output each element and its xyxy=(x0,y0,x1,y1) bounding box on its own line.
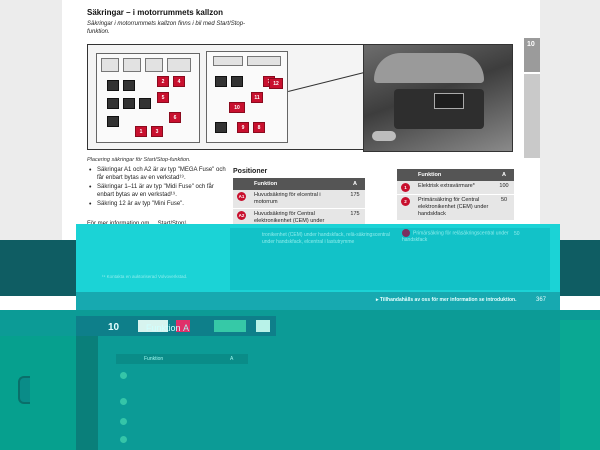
table-cell-function: Huvudsäkring för Central elektronikenhet (CEM) under xyxy=(250,209,345,235)
page-margin-left xyxy=(0,0,62,240)
table-header-row xyxy=(233,178,365,190)
ghost-text-right: Primärsäkring för reläsäkringscentral under handskfack xyxy=(402,230,509,243)
fuse-label: 5 xyxy=(161,95,165,101)
car-fusebox xyxy=(434,93,464,109)
fuse-label: 4 xyxy=(177,79,181,85)
ghost-dot xyxy=(120,372,127,379)
connector xyxy=(213,56,243,66)
table-cell-amp: 100 xyxy=(494,181,514,195)
fuse-diagram xyxy=(87,44,373,150)
connector xyxy=(167,58,191,72)
table-header-amp: A xyxy=(345,178,365,190)
table-header-function: Funktion xyxy=(250,178,345,190)
leader-line xyxy=(288,72,366,92)
chapter-number: 10 xyxy=(527,41,535,48)
fuse-10 xyxy=(229,102,245,113)
fuse-block xyxy=(107,98,119,109)
ghost-row-3 xyxy=(402,229,512,244)
fuse-2 xyxy=(157,76,169,87)
table-cell-function: Primärsäkring för Central elektronikenhet (CEM) under handskfack xyxy=(414,195,494,221)
fuse-label: 2 xyxy=(161,79,165,85)
ghost-row xyxy=(120,372,133,379)
table-header-row xyxy=(397,169,514,181)
fuse-block xyxy=(139,98,151,109)
fuse-block xyxy=(123,80,135,91)
ghost-row xyxy=(120,418,133,425)
page-number: 367 xyxy=(536,297,547,303)
fuse-block xyxy=(231,76,243,87)
glitch-block-left xyxy=(0,336,76,450)
fuse-label: 12 xyxy=(273,81,279,87)
fuse-block xyxy=(107,116,119,127)
connector xyxy=(247,56,281,66)
footer-note[interactable]: ▸ Tillhandahålls av oss för mer information se introduktion. xyxy=(376,297,517,303)
fuse-label: 8 xyxy=(257,125,261,131)
fuse-4 xyxy=(173,76,185,87)
ghost-row xyxy=(120,436,133,443)
table-header-amp: A xyxy=(494,169,514,181)
table-cell-id xyxy=(233,190,250,209)
fuse-block xyxy=(107,80,119,91)
ghost-head-amp: A xyxy=(230,356,234,362)
table-cell-amp: 175 xyxy=(345,209,365,235)
glitch-block-right xyxy=(560,320,600,450)
fuse-label: 11 xyxy=(254,95,260,101)
chapter-tab-edge xyxy=(524,74,540,158)
fusebox-left xyxy=(96,53,200,143)
car-hood xyxy=(374,53,484,83)
fuse-12 xyxy=(269,78,283,89)
table-row xyxy=(233,190,365,209)
fusebox-right xyxy=(206,51,288,143)
table-header-id xyxy=(233,178,250,190)
fuse-label: 10 xyxy=(234,105,240,111)
fuse-label: 1 xyxy=(139,129,143,135)
table-header-function: Funktion xyxy=(414,169,494,181)
position-badge: A1 xyxy=(238,194,245,199)
ghost-row xyxy=(120,398,133,405)
bullet-list xyxy=(87,167,227,211)
ghost-badge xyxy=(402,229,410,237)
ghost-dot xyxy=(120,436,127,443)
functions-table xyxy=(397,169,514,221)
fuse-6 xyxy=(169,112,181,123)
table-cell-function: Huvudsäkring för elcentral i motorrum xyxy=(250,190,345,209)
table-row xyxy=(397,181,514,195)
car-headlight xyxy=(372,131,396,141)
page-subtitle: Säkringar i motorrummets kallzon finns i bil med Start/Stop-funktion. xyxy=(87,21,246,35)
ghost-amp-label: A xyxy=(183,323,190,333)
ghost-text-left: tronikenhet (CEM) under handskfack, relä-säkringscentral under handskfack, elcentral i lastutrymme xyxy=(262,232,390,245)
position-badge: A2 xyxy=(238,213,245,218)
ghost-function-label: Funktion xyxy=(146,323,181,333)
fuse-9 xyxy=(237,122,249,133)
glitch-chip xyxy=(256,320,270,332)
table-header-id xyxy=(397,169,414,181)
fuse-8 xyxy=(253,122,265,133)
fuse-block xyxy=(215,122,227,133)
ghost-chapter: 10 xyxy=(108,322,120,333)
table-row xyxy=(397,195,514,221)
fuse-5 xyxy=(157,92,169,103)
table-cell-id xyxy=(397,181,414,195)
bullet-item: • Säkringar A1 och A2 är av typ "MEGA Fuse" och får enbart bytas av en verkstad¹⁹. xyxy=(87,167,227,182)
table-cell-function: Elektrisk extravärmare* xyxy=(414,181,494,195)
ghost-dot xyxy=(120,418,127,425)
page-margin-right xyxy=(540,0,600,240)
fuse-label: 3 xyxy=(155,129,159,135)
bullet-item: • Säkring 12 är av typ "Mini Fuse". xyxy=(87,201,227,209)
chapter-tab[interactable] xyxy=(524,38,540,72)
ghost-bracket-shape xyxy=(18,376,30,404)
table-cell-amp: 50 xyxy=(494,195,514,221)
figure-caption: Placering säkringar för Start/Stop-funktion. xyxy=(87,157,191,163)
engine-bay-photo xyxy=(363,44,513,152)
fuse-3 xyxy=(151,126,163,137)
table-cell-id xyxy=(397,195,414,221)
connector xyxy=(101,58,119,72)
fuse-11 xyxy=(251,92,263,103)
fuse-block xyxy=(215,76,227,87)
bullet-item: • Säkringar 1–11 är av typ "Midi Fuse" och får enbart bytas av en verkstad¹⁹. xyxy=(87,184,227,199)
fine-print: ¹⁹ Kontakta en auktoriserad Volvoverkstad. xyxy=(102,274,188,279)
connector xyxy=(123,58,141,72)
ghost-table-header xyxy=(116,354,248,364)
fuse-label: 9 xyxy=(241,125,245,131)
page-title: Säkringar – i motorrummets kallzon xyxy=(87,8,224,17)
connector xyxy=(145,58,163,72)
table-cell-amp: 175 xyxy=(345,190,365,209)
fuse-1 xyxy=(135,126,147,137)
position-badge: 2 xyxy=(401,197,410,206)
glitch-plate xyxy=(76,336,98,450)
fuse-label: 6 xyxy=(173,115,177,121)
position-badge: 1 xyxy=(401,183,410,192)
fuse-block xyxy=(123,98,135,109)
ghost-amp: 50 xyxy=(514,231,520,237)
ghost-dot xyxy=(120,398,127,405)
positions-heading: Positioner xyxy=(233,168,268,175)
glitch-chip xyxy=(214,320,246,332)
ghost-head-function: Funktion xyxy=(144,356,164,362)
